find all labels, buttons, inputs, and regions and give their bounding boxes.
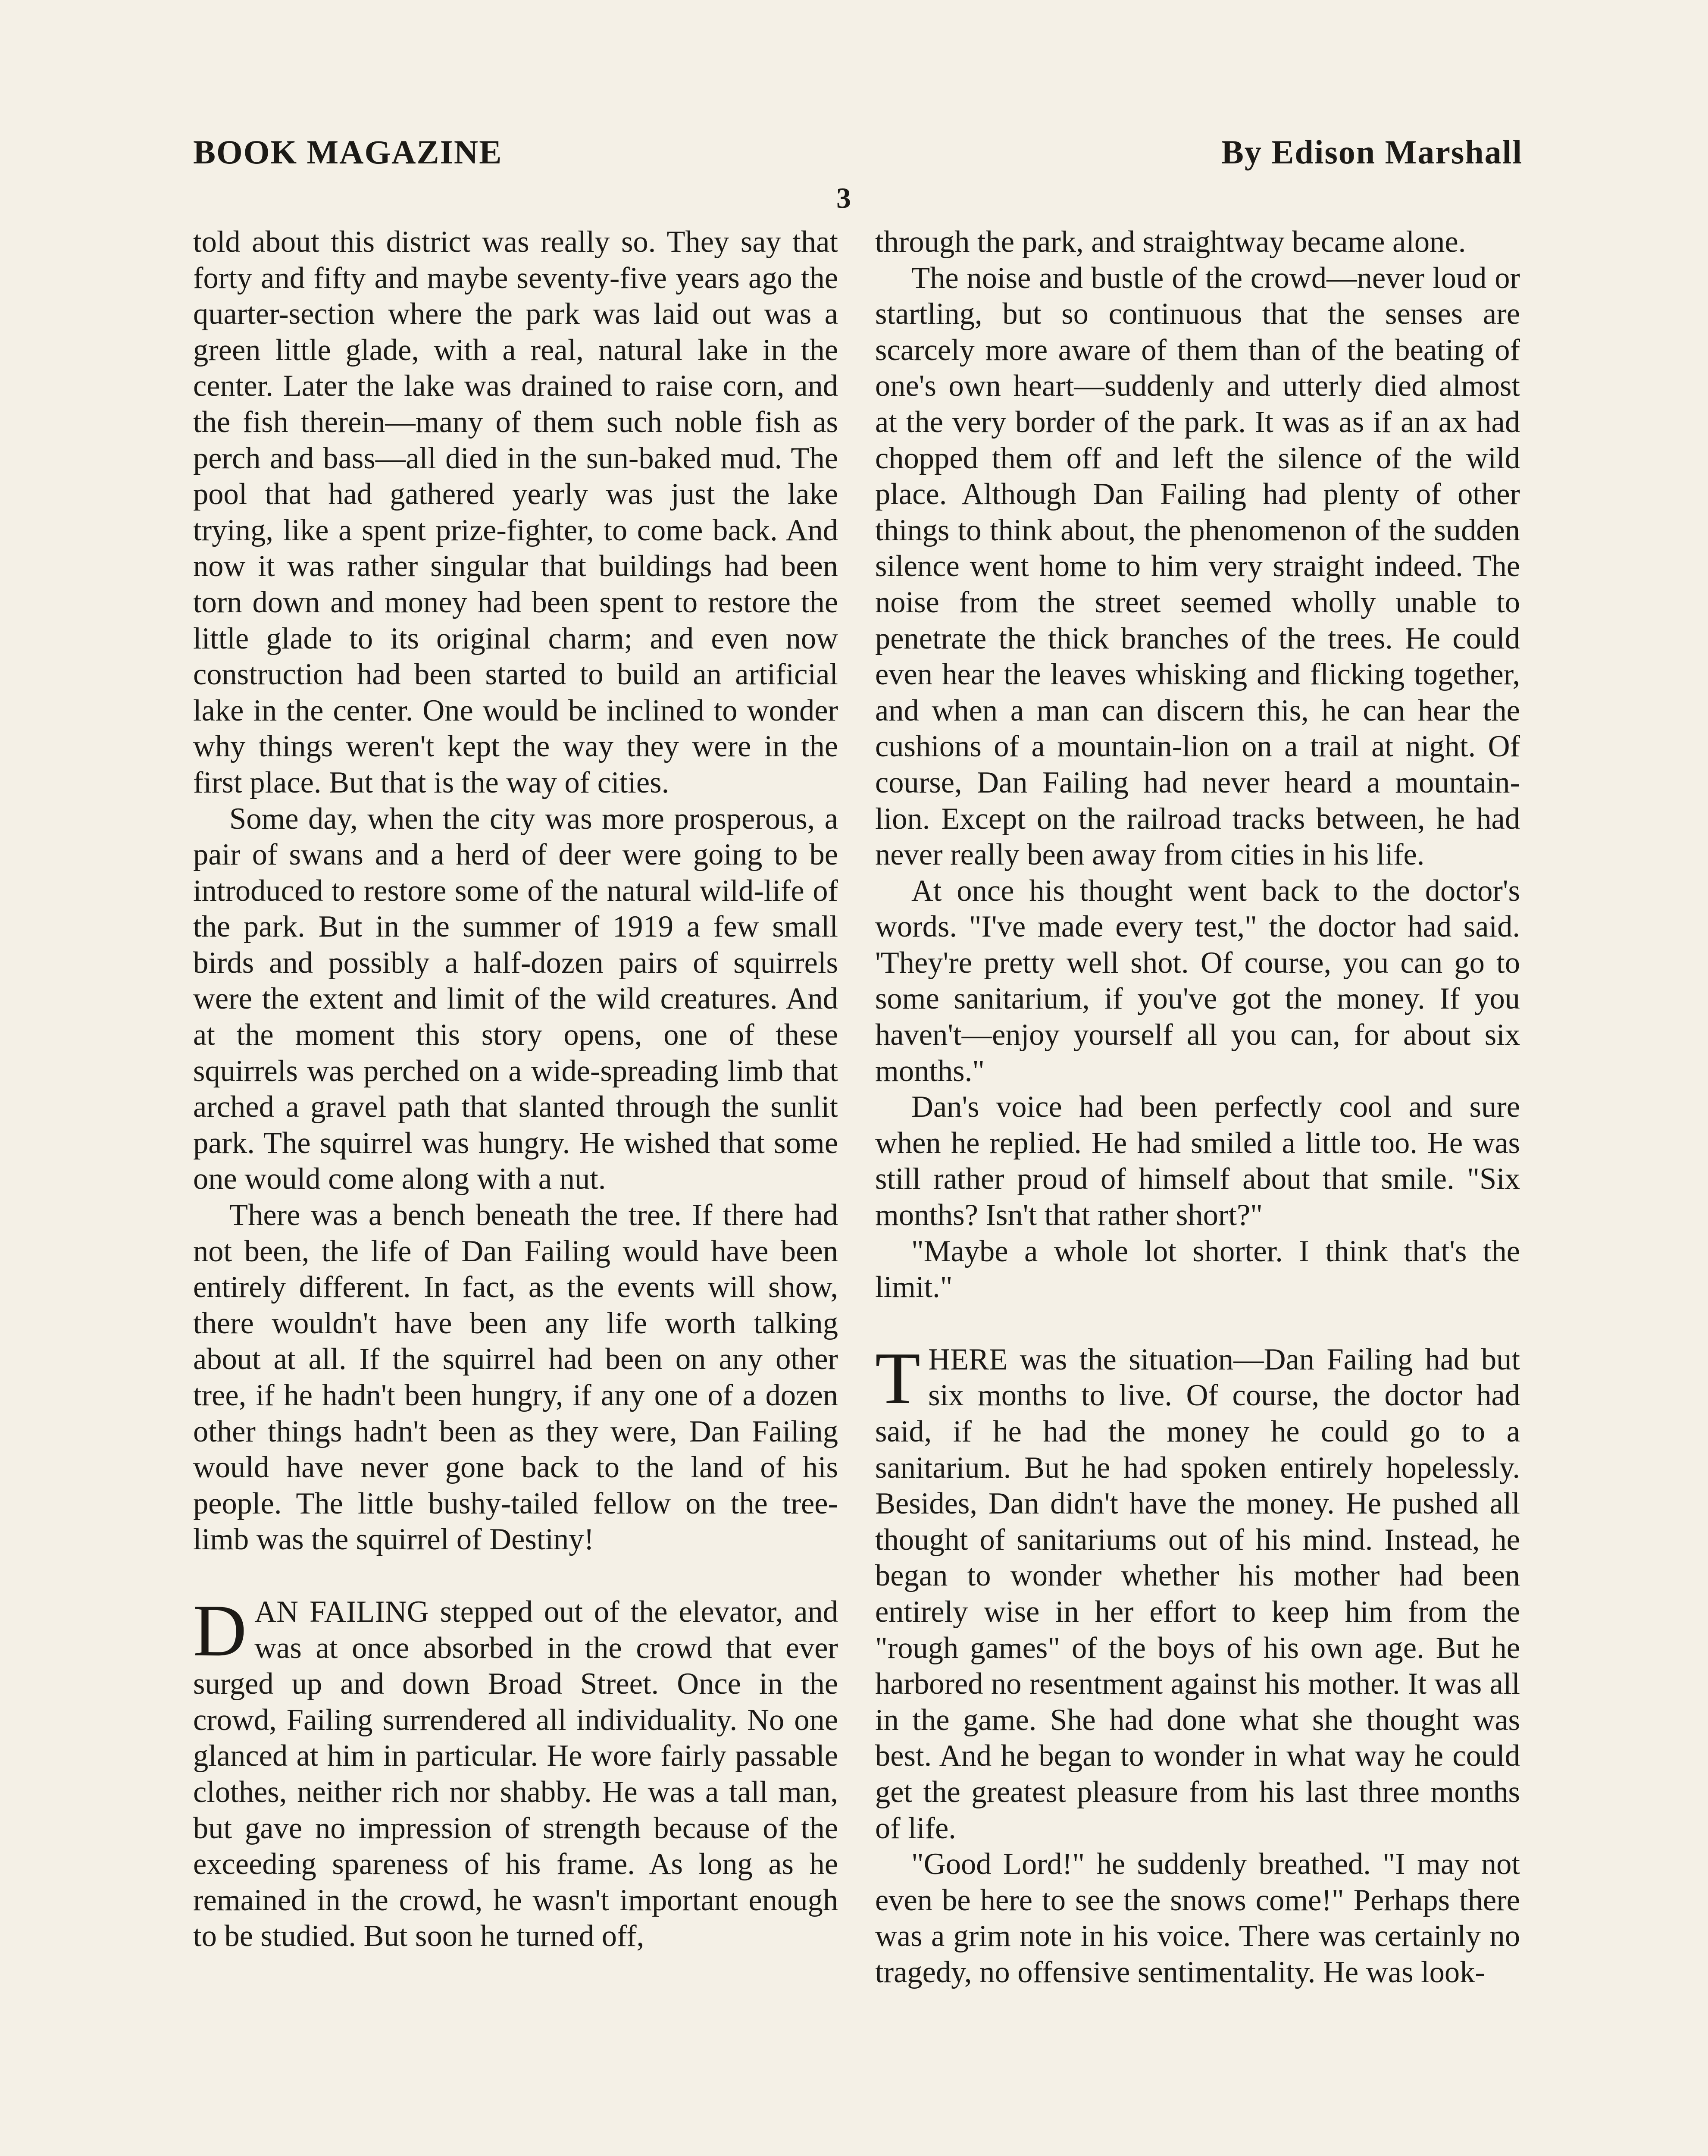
paragraph-text: AN FAILING stepped out of the elevator, and was at once absorbed in the crowd that ever surged up and down Broad Street. Once in the crowd, Failing surrendered all individuality. No one glanced at him in particular. He wore fairly passable clothes, neither rich nor shabby. He was a tall man, but gave no impression of strength because of the exceeding spareness of his frame. As long as he remained in the crowd, he wasn't important enough to be studied. But soon he turned off, xyxy=(193,1595,838,1953)
left-column xyxy=(193,224,838,1955)
paragraph-text: HERE was the situation—Dan Failing had but six months to live. Of course, the doctor had said, if he had the money he could go to a sanitarium. But he had spoken entirely hopelessly. Besides, Dan didn't have the money. He pushed all thought of sanitariums out of his mind. Instead, he began to wonder whether his mother had been entirely wise in her effort to keep him from the "rough games" of the boys of his own age. But he harbored no resentment against his mother. It was all in the game. She had done what she thought was best. And he began to wonder in what way he could get the greatest pleasure from his last three months of life. xyxy=(875,1342,1520,1845)
paragraph: At once his thought went back to the doctor's words. "I've made every test," the doctor had said. 'They're pretty well shot. Of course, you can go to some sanitarium, if you've got the money. If you haven't—enjoy yourself all you can, for about six months." xyxy=(875,874,1520,1088)
drop-cap: D xyxy=(193,1589,247,1672)
paragraph: "Good Lord!" he suddenly breathed. "I may not even be here to see the snows come!" Perhaps there was a grim note in his voice. There was certainly no tragedy, no offensive sentimentality. He was look- xyxy=(875,1847,1520,1989)
paragraph: through the park, and straightway became alone. xyxy=(875,225,1466,259)
section-paragraph xyxy=(875,1337,1520,1846)
magazine-title: BOOK MAGAZINE xyxy=(193,133,503,171)
paragraph: Dan's voice had been perfectly cool and sure when he replied. He had smiled a little too. He was still rather proud of himself about that smile. "Six months? Isn't that rather short?" xyxy=(875,1090,1520,1232)
paragraph: "Maybe a whole lot shorter. I think that's the limit." xyxy=(875,1234,1520,1304)
paragraph: The noise and bustle of the crowd—never loud or startling, but so continuous that the senses are scarcely more aware of them than of the beating of one's own heart—suddenly and utterly died almost at the very border of the park. It was as if an ax had chopped them off and left the silence of the wild place. Although Dan Failing had plenty of other things to think about, the phenomenon of the sudden silence went home to him very straight indeed. The noise from the street seemed wholly unable to penetrate the thick branches of the trees. He could even hear the leaves whisking and flicking together, and when a man can discern this, he can hear the cushions of a mountain-lion on a trail at night. Of course, Dan Failing had never heard a mountain-lion. Except on the railroad tracks between, he had never really been away from cities in his life. xyxy=(875,261,1520,872)
paragraph: Some day, when the city was more prosperous, a pair of swans and a herd of deer were going to be introduced to restore some of the natural wild-life of the park. But in the summer of 1919 a few small birds and possibly a half-dozen pairs of squirrels were the extent and limit of the wild creatures. And at the moment this story opens, one of these squirrels was perched on a wide-spreading limb that arched a gravel path that slanted through the sunlit park. The squirrel was hungry. He wished that some one would come along with a nut. xyxy=(193,802,838,1196)
paragraph: There was a bench beneath the tree. If there had not been, the life of Dan Failing would have been entirely different. In fact, as the events will show, there wouldn't have been any life worth talking about at all. If the squirrel had been on any other tree, if he hadn't been hungry, if any one of a dozen other things hadn't been as they were, Dan Failing would have never gone back to the land of his people. The little bushy-tailed fellow on the tree-limb was the squirrel of Destiny! xyxy=(193,1198,838,1557)
section-paragraph xyxy=(193,1589,838,1955)
right-column xyxy=(875,224,1520,1991)
drop-cap: T xyxy=(875,1337,921,1420)
page-number: 3 xyxy=(836,182,851,214)
paragraph: told about this district was really so. They say that forty and fifty and maybe seventy-five years ago the quarter-section where the park was laid out was a green little glade, with a real, natural lake in the center. Later the lake was drained to raise corn, and the fish therein—many of them such noble fish as perch and bass—all died in the sun-baked mud. The pool that had gathered yearly was just the lake trying, like a spent prize-fighter, to come back. And now it was rather singular that buildings had been torn down and money had been spent to restore the little glade to its original charm; and even now construction had been started to build an artificial lake in the center. One would be inclined to wonder why things weren't kept the way they were in the first place. But that is the way of cities. xyxy=(193,225,838,799)
author-byline: By Edison Marshall xyxy=(1221,133,1523,171)
